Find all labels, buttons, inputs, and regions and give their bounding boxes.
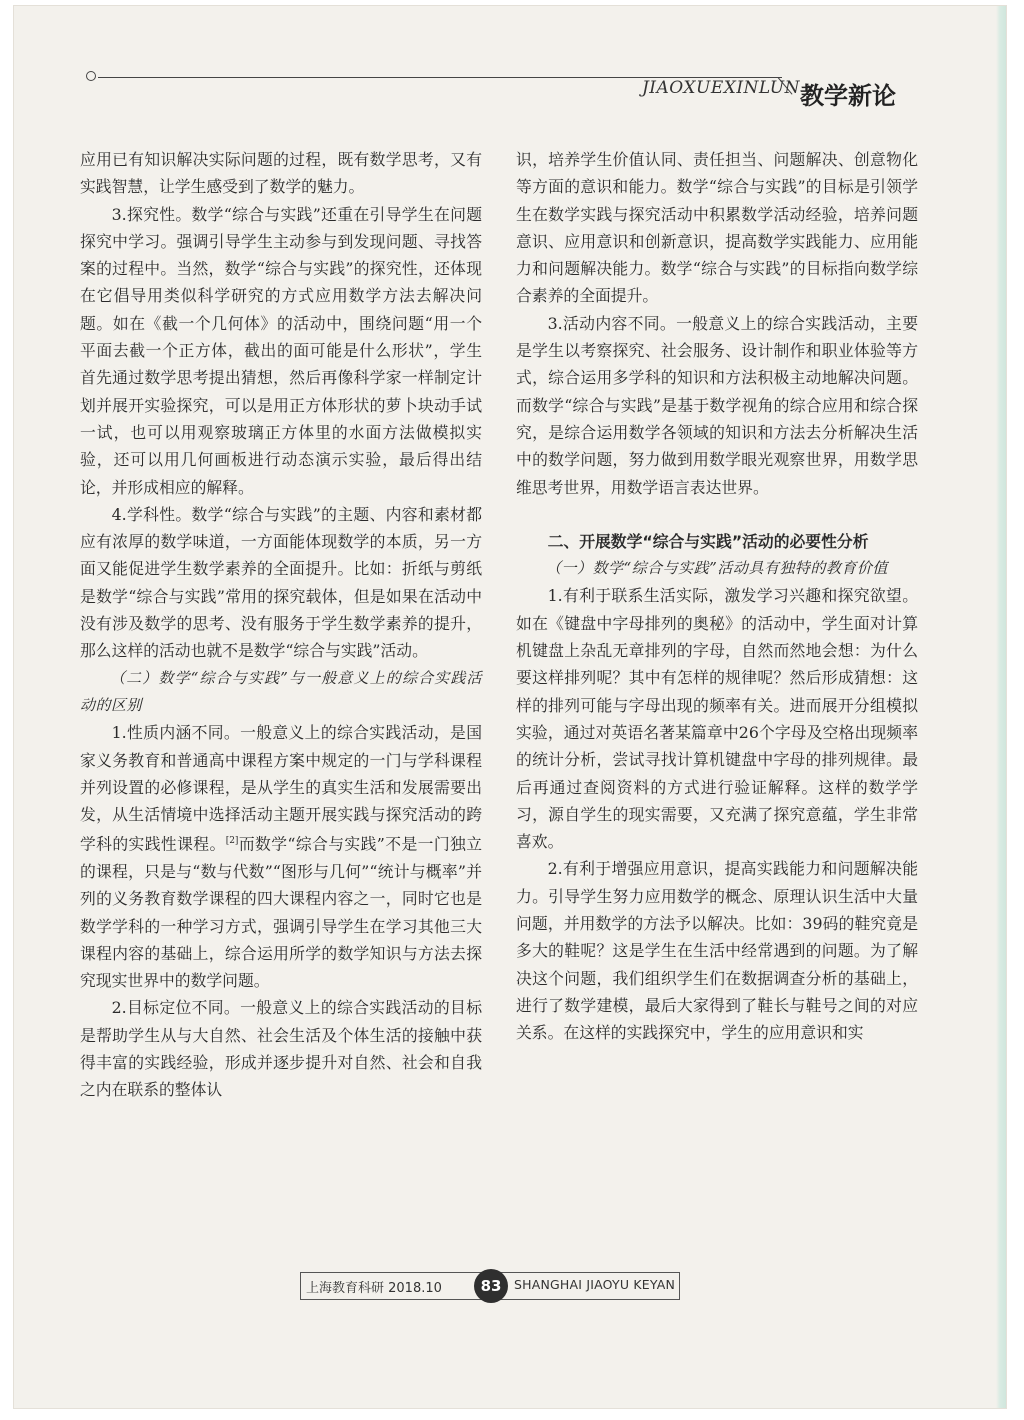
paragraph: 3.活动内容不同。一般意义上的综合实践活动，主要是学生以考察探究、社会服务、设计制作和职业体验等方式，综合运用多学科的知识和方法积极主动地解决问题。而数学“综合与实践”是基于数学视角的综合应用和综合探究，是综合运用数学各领域的知识和方法去分析解决生活中的数学问题，努力做到用数学眼光观察世界，用数学思维思考世界，用数学语言表达世界。	[516, 313, 918, 497]
paragraph: 2.有利于增强应用意识，提高实践能力和问题解决能力。引导学生努力应用数学的概念、原理认识生活中大量问题，并用数学的方法予以解决。比如：39码的鞋究竟是多大的鞋呢？这是学生在生活中经常遇到的问题。为了解决这个问题，我们组织学生们在数据调查分析的基础上，进行了数学建模，最后大家得到了鞋长与鞋号之间的对应关系。在这样的实践探究中，学生的应用意识和实	[516, 859, 918, 1043]
header-latin-title: JIAOXUEXINLUN	[641, 78, 800, 98]
right-column	[516, 146, 918, 1047]
footer-journal-pinyin: SHANGHAI JIAOYU KEYAN	[514, 1277, 676, 1292]
left-column	[80, 146, 482, 1104]
paragraph-text: 而数学“综合与实践”不是一门独立的课程，只是与“数与代数”“图形与几何”“统计与概率”并列的义务教育数学课程的四大课程内容之一，同时它也是数学学科的一种学习方式，强调引导学生在学习其他三大课程内容的基础上，综合运用所学的数学知识与方法去探究现实世界中的数学问题。	[80, 834, 482, 991]
paragraph: 应用已有知识解决实际问题的过程，既有数学思考，又有实践智慧，让学生感受到了数学的魅力。	[80, 150, 482, 197]
paragraph-text: 1.性质内涵不同。一般意义上的综合实践活动，是国家义务教育和普通高中课程方案中规定的一门与学科课程并列设置的必修课程，是从学生的真实生活和发展需要出发，从生活情境中选择活动主题开展实践与探究活动的跨学科的实践性课程。	[80, 723, 482, 854]
scan-edge	[996, 6, 1006, 1408]
paragraph: 2.目标定位不同。一般意义上的综合实践活动的目标是帮助学生从与大自然、社会生活及个体生活的接触中获得丰富的实践经验，形成并逐步提升对自然、社会和自我之内在联系的整体认	[80, 998, 482, 1100]
header-circle-ornament	[86, 71, 96, 81]
paragraph: 4.学科性。数学“综合与实践”的主题、内容和素材都应有浓厚的数学味道，一方面能体现数学的本质，另一方面又能促进学生数学素养的全面提升。比如：折纸与剪纸是数学“综合与实践”常用的探究载体，但是如果在活动中没有涉及数学的思考、没有服务于学生数学素养的提升，那么这样的活动也就不是数学“综合与实践”活动。	[80, 504, 482, 661]
section-heading: 二、开展数学“综合与实践”活动的必要性分析	[547, 531, 869, 551]
paragraph: 识，培养学生价值认同、责任担当、问题解决、创意物化等方面的意识和能力。数学“综合与实践”的目标是引领学生在数学实践与探究活动中积累数学活动经验，培养问题意识、应用意识和创新意识，提高数学实践能力、应用能力和问题解决能力。数学“综合与实践”的目标指向数学综合素养的全面提升。	[516, 150, 918, 306]
paragraph: 1.有利于联系生活实际，激发学习兴趣和探究欲望。如在《键盘中字母排列的奥秘》的活动中，学生面对计算机键盘上杂乱无章排列的字母，自然而然地会想：为什么要这样排列呢？其中有怎样的规律呢？然后形成猜想：这样的排列可能与字母出现的频率有关。进而展开分组模拟实验，通过对英语名著某篇章中26个字母及空格出现频率的统计分析，尝试寻找计算机键盘中字母的排列规律。最后再通过查阅资料的方式进行验证解释。这样的数学学习，源自学生的现实需要，又充满了探究意蕴，学生非常喜欢。	[516, 586, 918, 852]
subsection-heading: （一）数学“综合与实践”活动具有独特的教育价值	[546, 559, 888, 578]
paragraph: 3.探究性。数学“综合与实践”还重在引导学生在问题探究中学习。强调引导学生主动参与到发现问题、寻找答案的过程中。当然，数学“综合与实践”的探究性，还体现在它倡导用类似科学研究的方式应用数学方法去解决问题。如在《截一个几何体》的活动中，围绕问题“用一个平面去截一个正方体，截出的面可能是什么形状”，学生首先通过数学思考提出猜想，然后再像科学家一样制定计划并展开实验探究，可以是用正方体形状的萝卜块动手试一试，也可以用观察玻璃正方体里的水面方法做模拟实验，还可以用几何画板进行动态演示实验，最后得出结论，并形成相应的解释。	[80, 204, 482, 497]
paragraph	[80, 719, 482, 994]
subsection-heading: （二）数学“综合与实践”与一般意义上的综合实践活动的区别	[80, 668, 482, 714]
header-section-title: 教学新论	[800, 82, 896, 110]
citation-mark: [2]	[225, 836, 239, 847]
footer-journal-name: 上海教育科研 2018.10	[306, 1281, 442, 1296]
page-number-badge: 83	[474, 1269, 508, 1303]
